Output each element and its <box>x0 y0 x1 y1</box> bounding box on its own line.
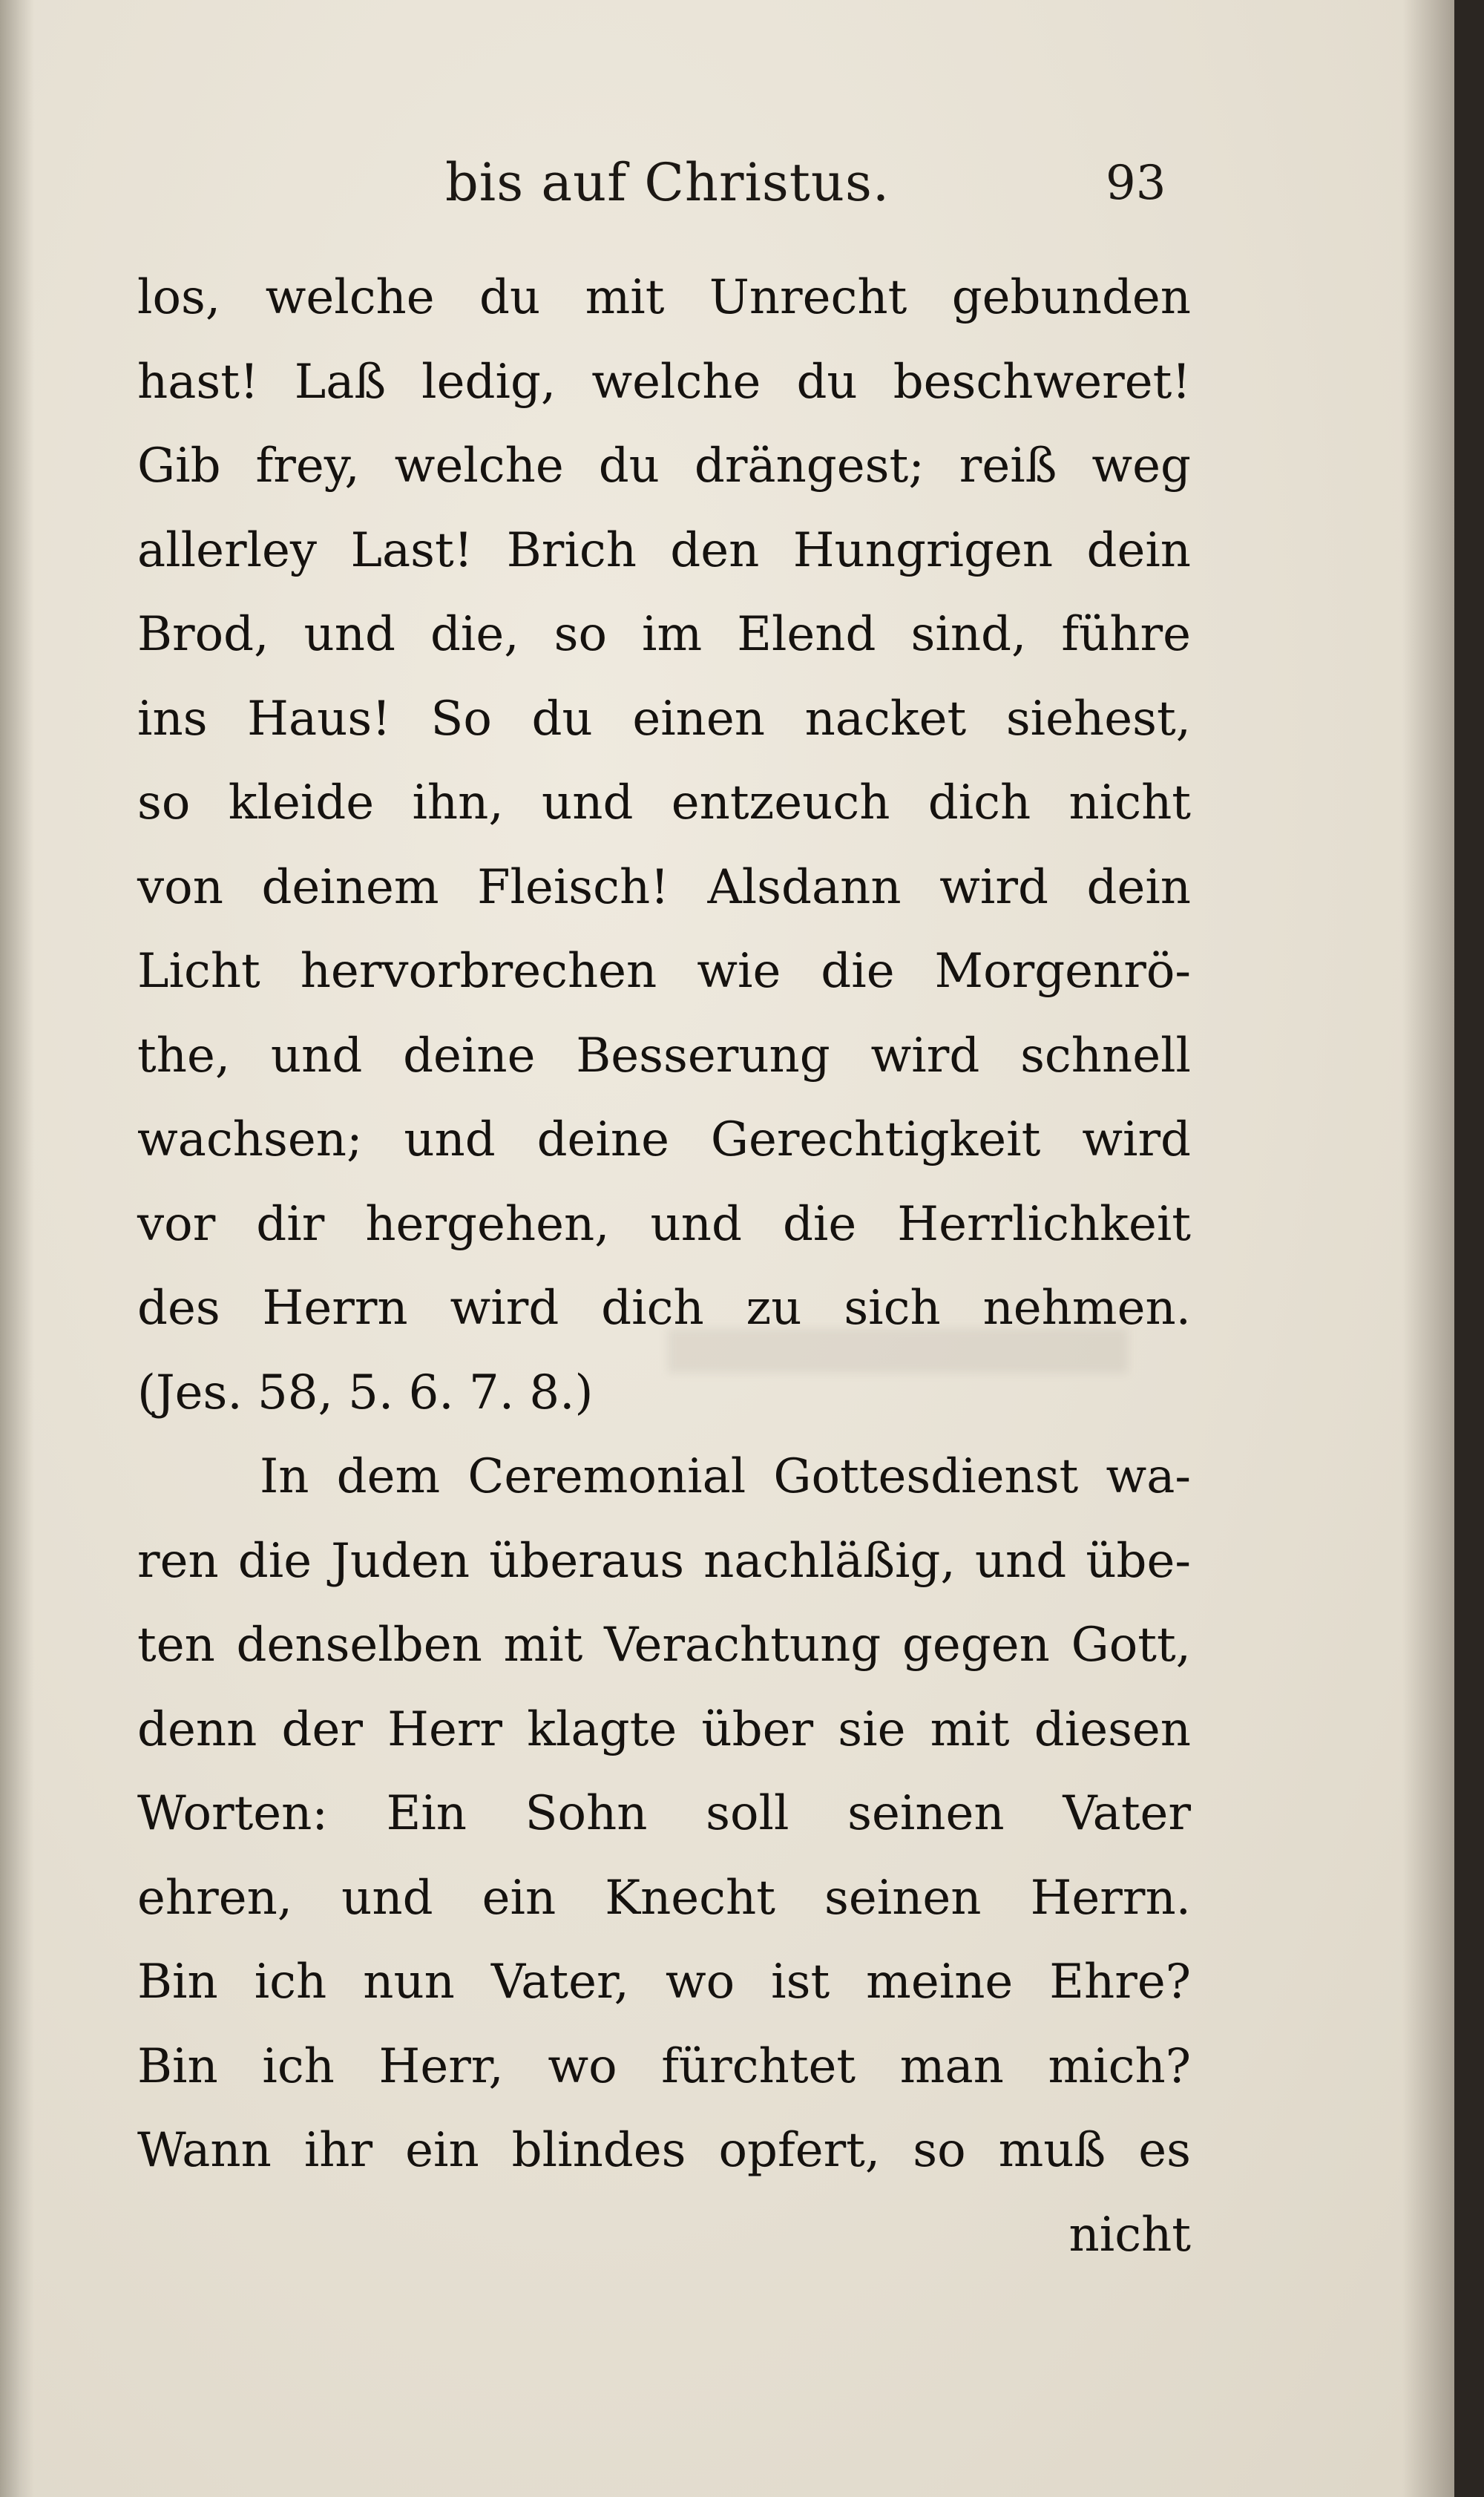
text-line: hast! Laß ledig, welche du beschweret! <box>137 354 1191 410</box>
text-line: des Herrn wird dich zu sich nehmen. <box>137 1281 1191 1336</box>
text-line: Brod, und die, so im Elend sind, führe <box>137 607 1191 662</box>
page-gutter <box>0 0 34 2497</box>
text-line: wachsen; und deine Gerechtigkeit wird <box>137 1112 1191 1167</box>
text-line: Bin ich Herr, wo fürchtet man mich? <box>137 2038 1191 2094</box>
text-line: Wann ihr ein blindes opfert, so muß es <box>137 2123 1191 2178</box>
catchword: nicht <box>1068 2207 1191 2263</box>
text-line: Gib frey, welche du drängest; reiß weg <box>137 439 1191 493</box>
text-line: Bin ich nun Vater, wo ist meine Ehre? <box>137 1955 1191 2009</box>
page-edge-shadow <box>1402 0 1454 2497</box>
text-line: denn der Herr klagte über sie mit diesen <box>137 1702 1191 1757</box>
text-line: ren die Juden überaus nachläßig, und übe- <box>137 1533 1191 1589</box>
text-line: Worten: Ein Sohn soll seinen Vater <box>137 1786 1191 1841</box>
text-line: ehren, und ein Knecht seinen Herrn. <box>137 1870 1191 1926</box>
page-number: 93 <box>1106 156 1166 211</box>
text-line: so kleide ihn, und entzeuch dich nicht <box>137 775 1191 830</box>
text-line: vor dir hergehen, und die Herrlichkeit <box>137 1196 1191 1252</box>
text-line: allerley Last! Brich den Hungrigen dein <box>137 522 1191 578</box>
text-line: von deinem Fleisch! Alsdann wird dein <box>137 859 1191 915</box>
text-line: ten denselben mit Verachtung gegen Gott, <box>137 1618 1191 1673</box>
text-line: the, und deine Besserung wird schnell <box>137 1028 1191 1083</box>
body-text <box>137 256 1191 2277</box>
text-line: In dem Ceremonial Gottesdienst wa- <box>260 1449 1191 1504</box>
running-head: bis auf Christus. <box>445 152 890 213</box>
text-line: ins Haus! So du einen nacket siehest, <box>137 691 1191 747</box>
scripture-reference: (Jes. 58, 5. 6. 7. 8.) <box>137 1365 594 1420</box>
text-line: Licht hervorbrechen wie die Morgenrö- <box>137 944 1191 999</box>
text-line: los, welche du mit Unrecht gebunden <box>137 270 1191 325</box>
